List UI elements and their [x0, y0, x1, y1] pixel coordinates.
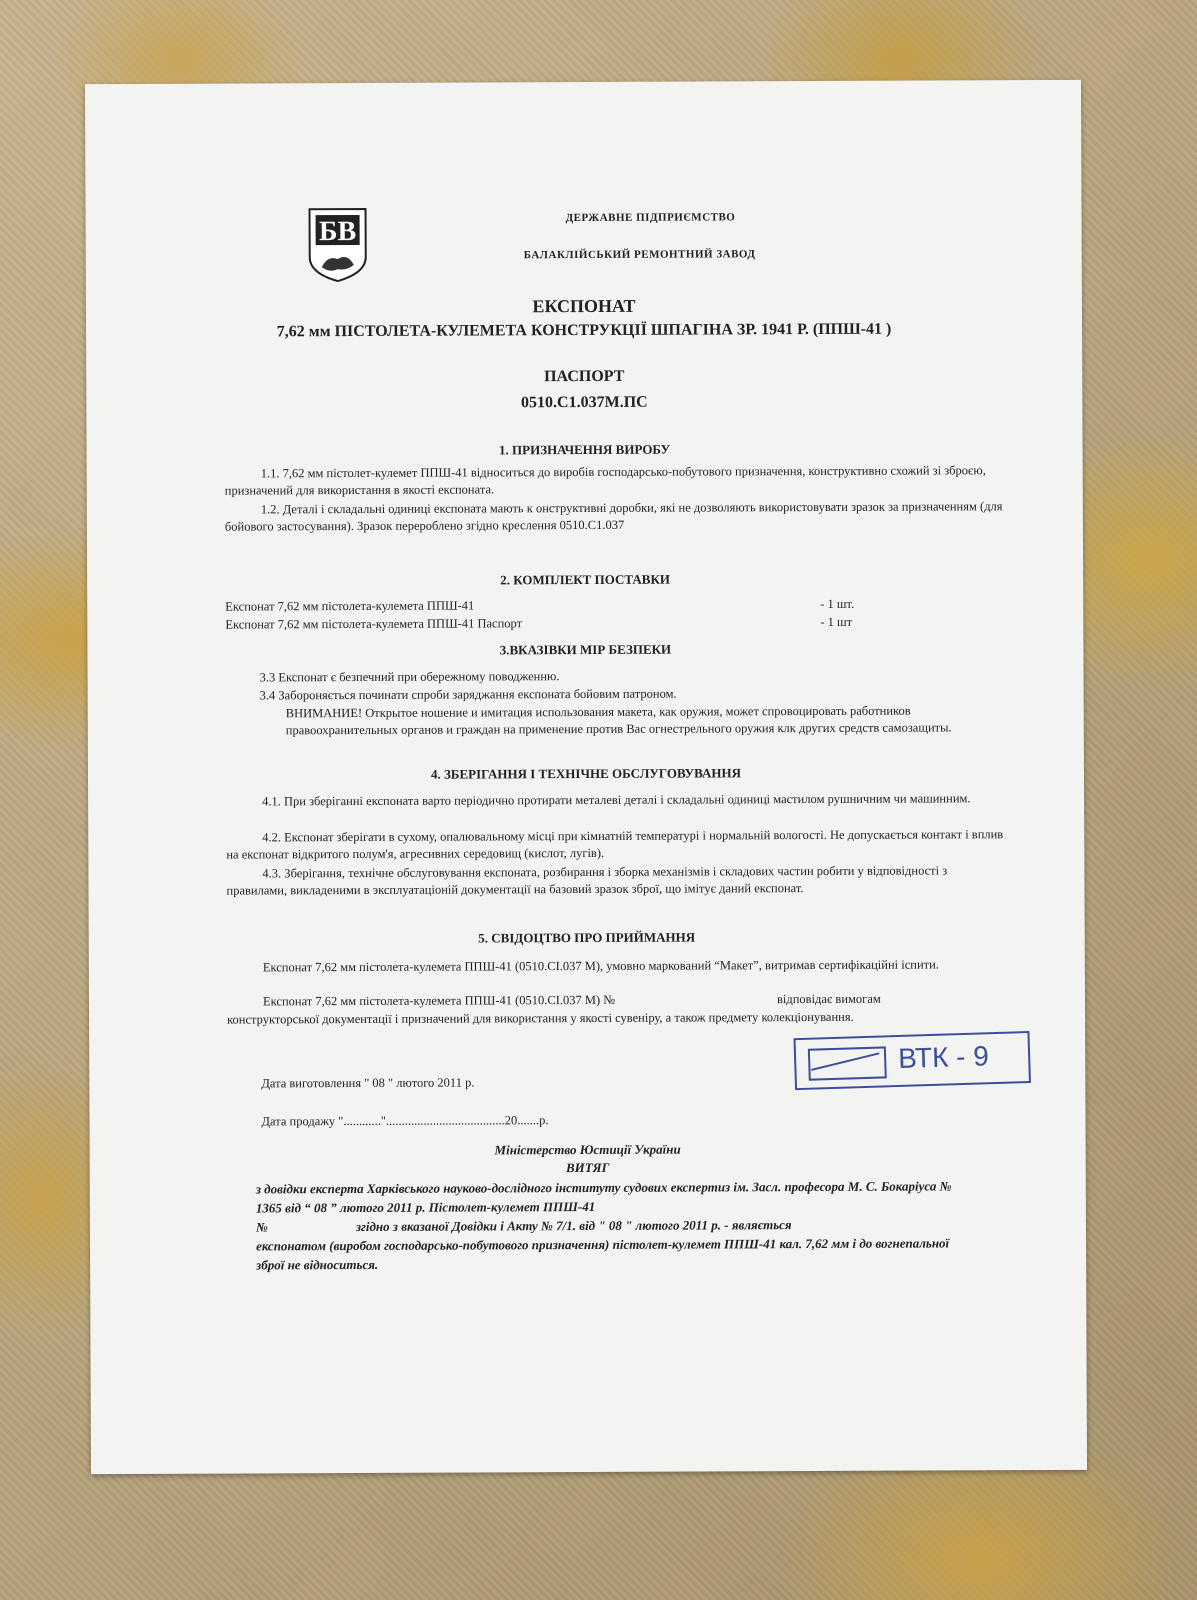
supply-item: Експонат 7,62 мм пістолета-кулемета ППШ-41 [225, 598, 475, 614]
section-3-heading: 3.ВКАЗІВКИ МІР БЕЗПЕКИ [499, 641, 672, 658]
passport-number: 0510.С1.037М.ПС [521, 393, 648, 412]
section-5-p2-end: відповідає вимогам [776, 991, 881, 1007]
section-3-p1: 3.3 Експонат є безпечний при обережному поводженню. [259, 669, 560, 685]
section-5-heading: 5. СВІДОЦТВО ПРО ПРИЙМАННЯ [478, 929, 696, 946]
stamp-box [808, 1046, 887, 1080]
section-4-p3: 4.3. Зберігання, технічне обслуговування експоната, розбирання і зборка механізмів і складових частин робити у відповідності з правилами, викладеними в эксплуатаціоній документації на базовий зразок зброї, що імітує даний експонат. [226, 863, 948, 898]
ministry-label: Міністерство Юстиції України [494, 1141, 681, 1158]
extract-text-2: згідно з вказаної Довідки і Акту № 7/1. від " 08 " лютого 2011 р. - являється [355, 1217, 792, 1235]
extract-text-3: експонатом (виробом господарсько-побутового призначення) пістолет-кулемет ППШ-41 кал. 7,62 мм і до вогнепальної зброї не відноситься. [256, 1235, 950, 1273]
section-2-heading: 2. КОМПЛЕКТ ПОСТАВКИ [500, 571, 671, 588]
section-1-p1: 1.1. 7,62 мм пістолет-кулемет ППШ-41 відноситься до виробів господарсько-побутового призначення, конструктивно схожий зі зброєю, призначений для використання в якості експоната. [224, 463, 986, 498]
sale-date: Дата продажу "............"......................................20.......р. [261, 1113, 549, 1129]
stamp-text: ВТК - 9 [897, 1040, 990, 1075]
doc-title: ЕКСПОНАТ [532, 295, 636, 317]
org-line-1: ДЕРЖАВНЕ ПІДПРИЄМСТВО [565, 211, 736, 225]
factory-emblem-icon [308, 207, 368, 283]
supply-item: Експонат 7,62 мм пістолета-кулемета ППШ-41 Паспорт [225, 616, 523, 632]
supply-qty: - 1 шт [820, 614, 853, 629]
extract-number-label: № [255, 1219, 268, 1235]
supply-row [225, 597, 865, 615]
passport-document [85, 80, 1087, 1474]
doc-subtitle: 7,62 мм ПІСТОЛЕТА-КУЛЕМЕТА КОНСТРУКЦІЇ ШПАГІНА ЗР. 1941 Р. (ППШ-41 ) [276, 320, 892, 341]
extract-text-1: з довідки експерта Харківського науково-дослідного інституту судових експертиз ім. Засл. професора М. С. Бокаріуса № 1365 від “ 08 ” лютого 2011 р. Пістолет-кулемет ППШ-41 [255, 1178, 952, 1216]
section-1-heading: 1. ПРИЗНАЧЕННЯ ВИРОБУ [498, 441, 671, 458]
passport-label: ПАСПОРТ [544, 367, 625, 386]
supply-row [225, 615, 865, 633]
section-5-p1: Експонат 7,62 мм пістолета-кулемета ППШ-41 (0510.CI.037 М), умовно маркований “Макет”, витримав сертифікаційні іспити. [262, 957, 939, 975]
section-4-heading: 4. ЗБЕРІГАННЯ І ТЕХНІЧНЕ ОБСЛУГОВУВАННЯ [430, 765, 742, 782]
section-3-warning: ВНИМАНИЕ! Открытое ношение и имитация использования макета, как оружия, может спровоцировать работников правоохранительных органов и граждан на применение против Вас огнестрельного оружия клк других средств самозащиты. [285, 703, 952, 738]
manufacture-date: Дата виготовлення " 08 " лютого 2011 р. [261, 1075, 475, 1091]
section-3-p2: 3.4 Забороняється починати спроби заряджання експоната бойовим патроном. [259, 686, 677, 703]
section-5-p2-cont: конструкторської документації і призначений для використання у якості сувеніру, а також предмету колекціонування. [227, 1009, 854, 1027]
section-4-p2: 4.2. Експонат зберігати в сухому, опалювальному місці при кімнатній температурі і нормальній вологості. Не допускається контакт і вплив на експонат відкритого полум'я, агресивних середовищ (кислот, лугів). [226, 827, 1004, 862]
svg-text:БВ: БВ [318, 215, 357, 248]
supply-qty: - 1 шт. [820, 596, 855, 611]
otk-stamp [794, 1031, 1031, 1090]
section-1-p2: 1.2. Деталі і складальні одиниці експоната мають к онструктивні доробки, які не дозволяють використовувати зразок за призначенням (для бойового застосування). Зразок перероблено згідно креслення 0510.С1.037 [224, 499, 1003, 534]
section-4-p1: 4.1. При зберіганні експоната варто періодично протирати металеві деталі і складальні одиниці мастилом рушничним чи машинним. [262, 791, 971, 809]
org-line-2: БАЛАКЛІЙСЬКИЙ РЕМОНТНИЙ ЗАВОД [523, 248, 756, 262]
section-5-p2-start: Експонат 7,62 мм пістолета-кулемета ППШ-41 (0510.CI.037 М) № [262, 992, 616, 1009]
extract-title: ВИТЯГ [565, 1159, 610, 1176]
